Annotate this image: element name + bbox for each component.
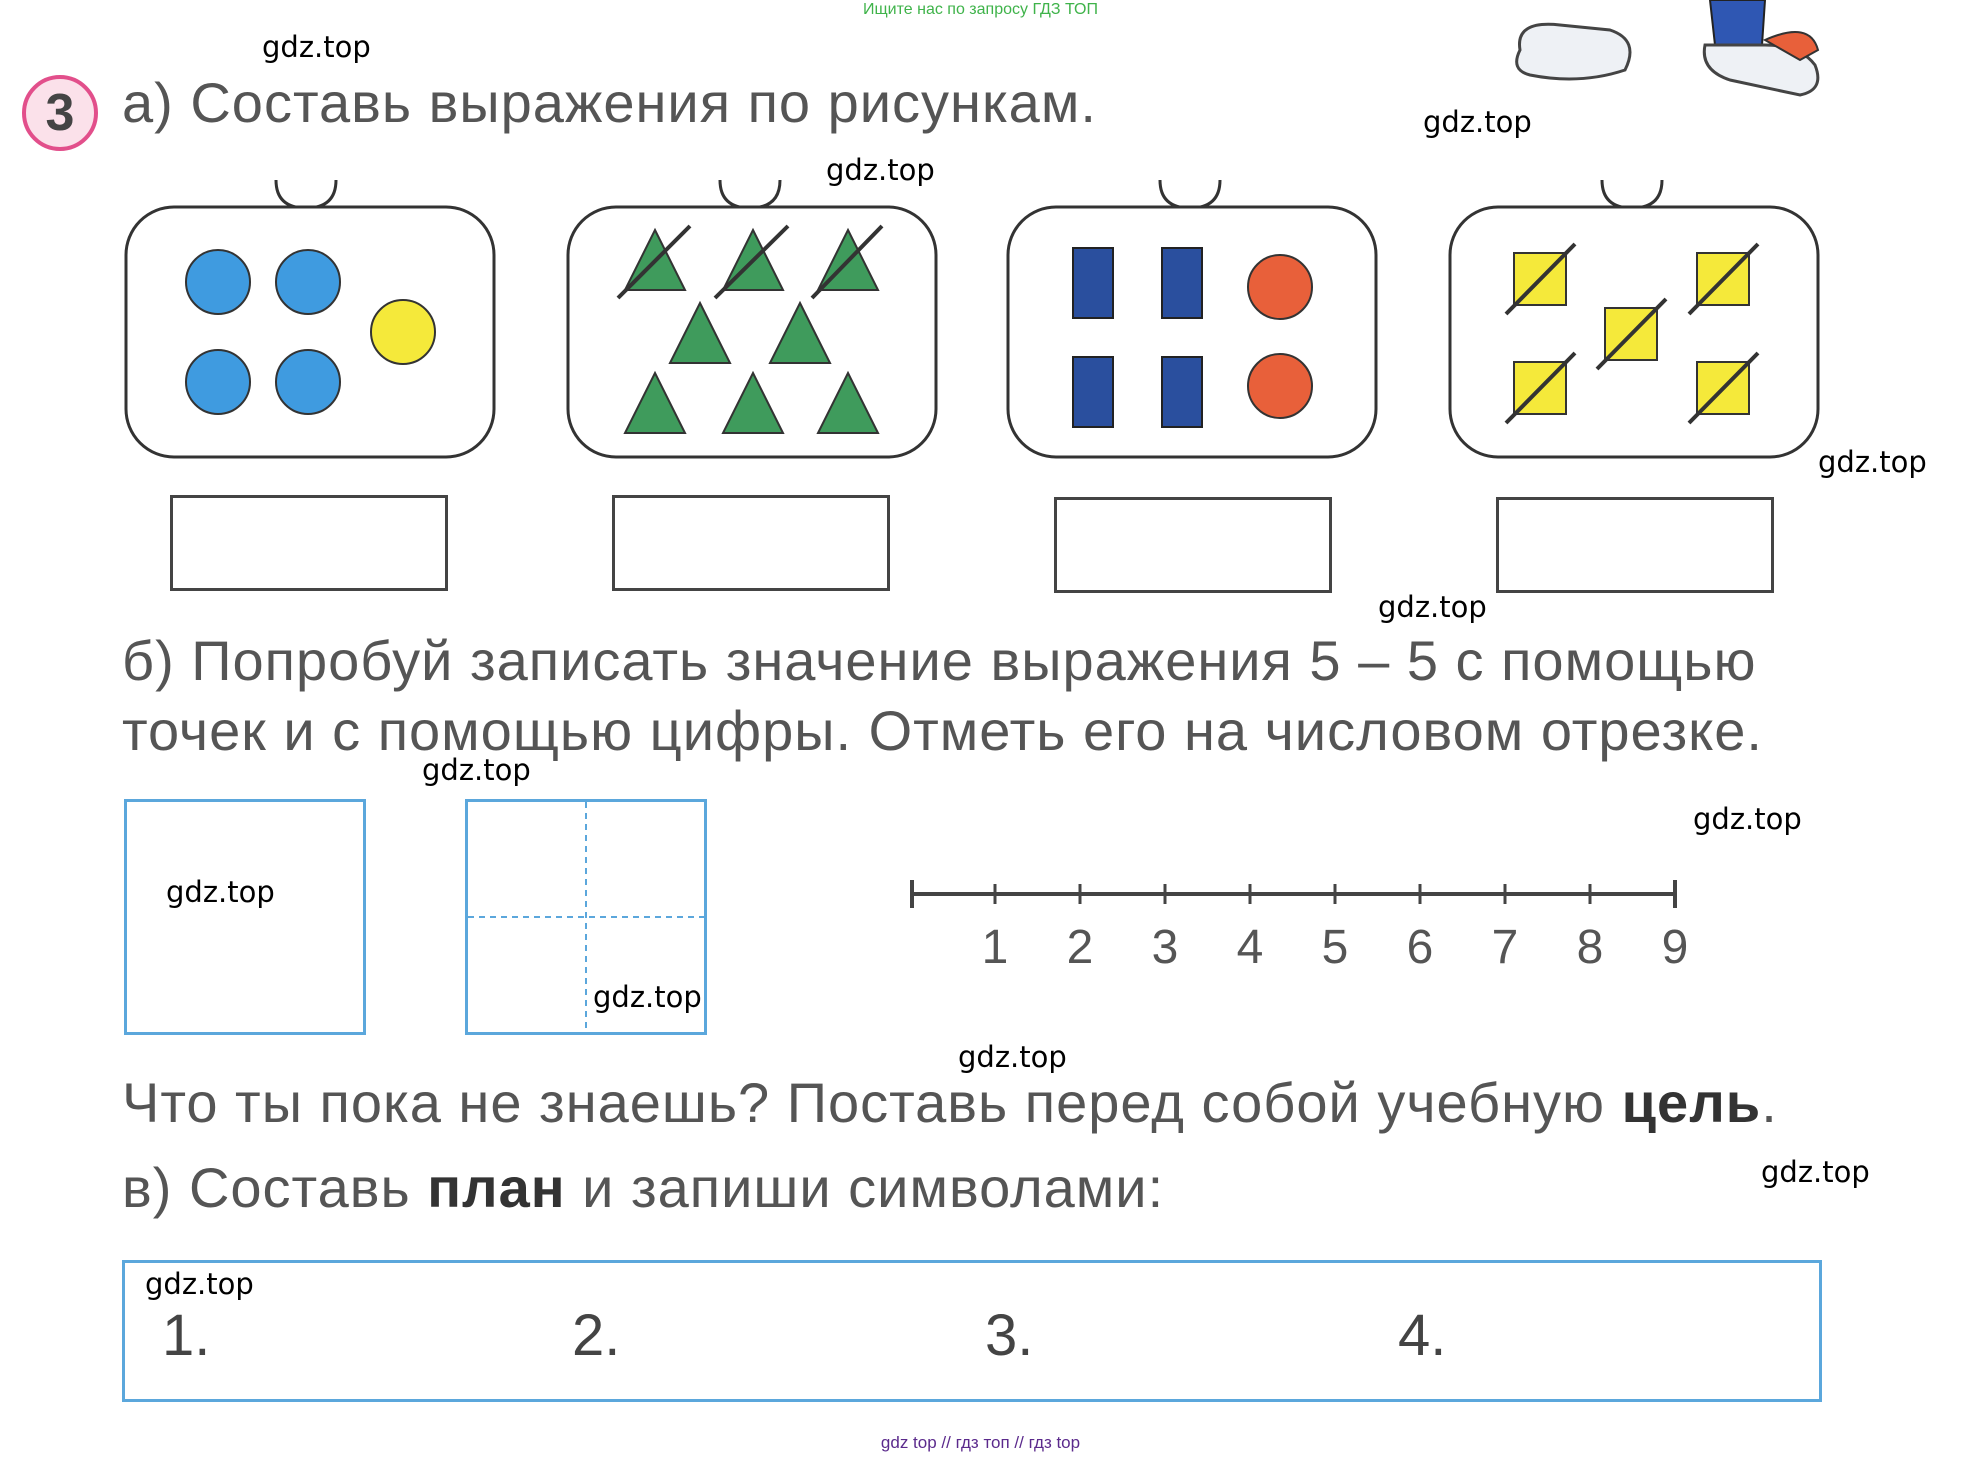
top-banner: Ищите нас по запросу ГДЗ ТОП	[863, 1, 1098, 18]
plan-answer-box[interactable]	[122, 1260, 1822, 1402]
picture-frame-4	[1442, 170, 1832, 470]
part-c-text: в) Составь	[122, 1156, 428, 1219]
watermark: gdz.top	[262, 30, 371, 64]
watermark: gdz.top	[166, 875, 275, 909]
watermark: gdz.top	[1378, 590, 1487, 624]
watermark: gdz.top	[1423, 105, 1532, 139]
answer-box-3[interactable]	[1054, 497, 1332, 593]
plan-item-4: 4.	[1398, 1303, 1447, 1368]
number-line[interactable]	[900, 872, 1690, 922]
goal-question-end: .	[1761, 1071, 1778, 1134]
plan-item-1: 1.	[162, 1303, 211, 1368]
number-line-label-9: 9	[1661, 921, 1689, 974]
number-line-label-3: 3	[1151, 921, 1179, 974]
watermark: gdz.top	[593, 980, 702, 1014]
plan-item-2: 2.	[572, 1303, 621, 1368]
bottom-banner: gdz top // гдз топ // гдз top	[880, 1433, 1081, 1452]
part-a-heading: а) Составь выражения по рисункам.	[122, 71, 1097, 134]
answer-box-4[interactable]	[1496, 497, 1774, 593]
picture-frame-2	[560, 170, 950, 470]
goal-question-text: Что ты пока не знаешь? Поставь перед собой учебную	[122, 1071, 1622, 1134]
number-line-label-7: 7	[1491, 921, 1519, 974]
number-line-label-6: 6	[1406, 921, 1434, 974]
dots-answer-box[interactable]	[124, 799, 366, 1035]
number-line-label-2: 2	[1066, 921, 1094, 974]
watermark: gdz.top	[422, 753, 531, 787]
watermark: gdz.top	[1693, 802, 1802, 836]
watermark: gdz.top	[958, 1040, 1067, 1074]
part-b-line-1: б) Попробуй записать значение выражения 5 – 5 с помощью	[122, 629, 1757, 692]
part-b-line-2: точек и с помощью цифры. Отметь его на числовом отрезке.	[122, 699, 1763, 762]
answer-box-1[interactable]	[170, 495, 448, 591]
number-line-label-5: 5	[1321, 921, 1349, 974]
goal-question-bold: цель	[1621, 1071, 1762, 1134]
goal-question	[122, 1070, 1778, 1135]
watermark: gdz.top	[145, 1267, 254, 1301]
watermark: gdz.top	[1818, 445, 1927, 479]
picture-frame-1	[118, 170, 508, 470]
part-c-end: и запиши символами:	[565, 1156, 1165, 1219]
number-line-label-4: 4	[1236, 921, 1264, 974]
number-line-label-8: 8	[1576, 921, 1604, 974]
watermark: gdz.top	[826, 153, 935, 187]
number-line-label-1: 1	[981, 921, 1009, 974]
picture-frame-3	[1000, 170, 1390, 470]
answer-box-2[interactable]	[612, 495, 890, 591]
watermark: gdz.top	[1761, 1155, 1870, 1189]
task-number-badge: 3	[22, 75, 98, 151]
cartoon-feet-illustration	[1500, 0, 1840, 105]
part-c-heading	[122, 1155, 1164, 1220]
part-c-bold: план	[427, 1156, 566, 1219]
plan-item-3: 3.	[985, 1303, 1034, 1368]
